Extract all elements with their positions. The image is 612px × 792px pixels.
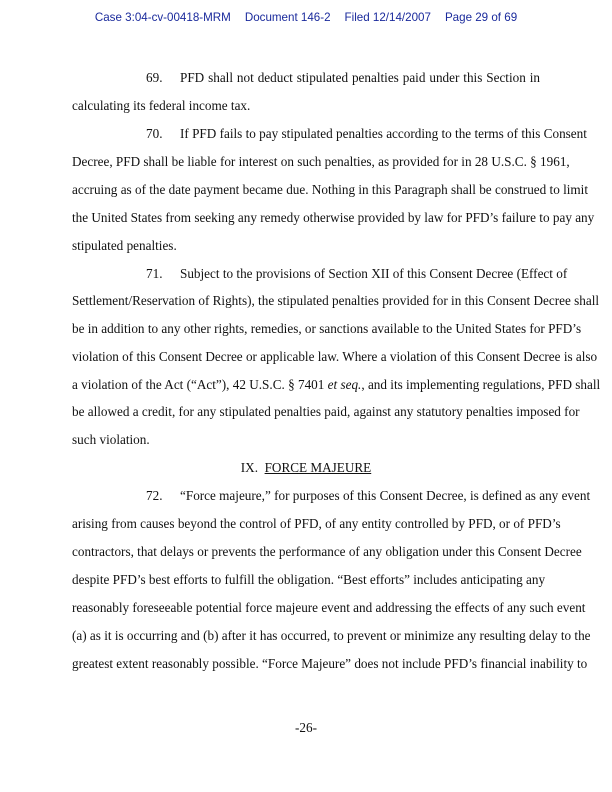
paragraph-line: contractors, that delays or prevents the performance of any obligation under this Consent Decree	[72, 544, 582, 559]
paragraph-line: greatest extent reasonably possible. “Force Majeure” does not include PFD’s financial inability to	[72, 656, 588, 671]
paragraph-line	[72, 377, 601, 393]
paragraph-line: the United States from seeking any remedy otherwise provided by law for PFD’s failure to pay any	[72, 210, 595, 225]
paragraph-first-line: PFD shall not deduct stipulated penalties paid under this Section in	[180, 70, 540, 85]
filed-date: Filed 12/14/2007	[344, 11, 431, 24]
paragraph-line: stipulated penalties.	[72, 238, 177, 253]
paragraph-line: violation of this Consent Decree or applicable law. Where a violation of this Consent Decree is also	[72, 349, 598, 364]
section-title: FORCE MAJEURE	[264, 460, 372, 475]
paragraph-first-line: Subject to the provisions of Section XII of this Consent Decree (Effect of	[180, 266, 568, 281]
section-heading	[0, 460, 612, 476]
paragraph-first-line: If PFD fails to pay stipulated penalties according to the terms of this Consent	[180, 126, 587, 141]
document-number: Document 146-2	[244, 11, 331, 24]
paragraph-line: be allowed a credit, for any stipulated penalties paid, against any statutory penalties imposed for	[72, 404, 580, 419]
paragraph-line: accruing as of the date payment became due. Nothing in this Paragraph shall be construed to limit	[72, 182, 588, 197]
paragraph-line: Decree, PFD shall be liable for interest on such penalties, as provided for in 28 U.S.C. § 1961,	[72, 154, 570, 169]
paragraph-number: 70.	[146, 126, 163, 141]
line-text: , and its implementing regulations, PFD shall	[361, 377, 601, 392]
paragraph-number: 71.	[146, 266, 163, 281]
line-text: a violation of the Act (“Act”), 42 U.S.C. § 7401	[72, 377, 328, 392]
section-numeral: IX.	[240, 460, 258, 475]
court-filing-header	[0, 11, 612, 24]
paragraph-first-line: “Force majeure,” for purposes of this Consent Decree, is defined as any event	[180, 488, 591, 503]
paragraph-line: despite PFD’s best efforts to fulfill the obligation. “Best efforts” includes anticipating any	[72, 572, 546, 587]
case-number: Case 3:04-cv-00418-MRM	[94, 11, 231, 24]
paragraph-line: calculating its federal income tax.	[72, 98, 251, 113]
italic-citation: et seq.	[327, 377, 362, 392]
paragraph-line: such violation.	[72, 432, 150, 447]
paragraph-number: 72.	[146, 488, 163, 503]
paragraph-number: 69.	[146, 70, 163, 85]
paragraph-line: arising from causes beyond the control of PFD, of any entity controlled by PFD, or of PFD’s	[72, 516, 561, 531]
paragraph-line: reasonably foreseeable potential force majeure event and addressing the effects of any such event	[72, 600, 586, 615]
paragraph-line: Settlement/Reservation of Rights), the stipulated penalties provided for in this Consent Decree shall	[72, 293, 600, 308]
paragraph-line: be in addition to any other rights, remedies, or sanctions available to the United States for PFD’s	[72, 321, 582, 336]
paragraph-line: (a) as it is occurring and (b) after it has occurred, to prevent or minimize any resulting delay to the	[72, 628, 591, 643]
page-count: Page 29 of 69	[444, 11, 518, 24]
page-number-footer: -26-	[295, 720, 317, 735]
